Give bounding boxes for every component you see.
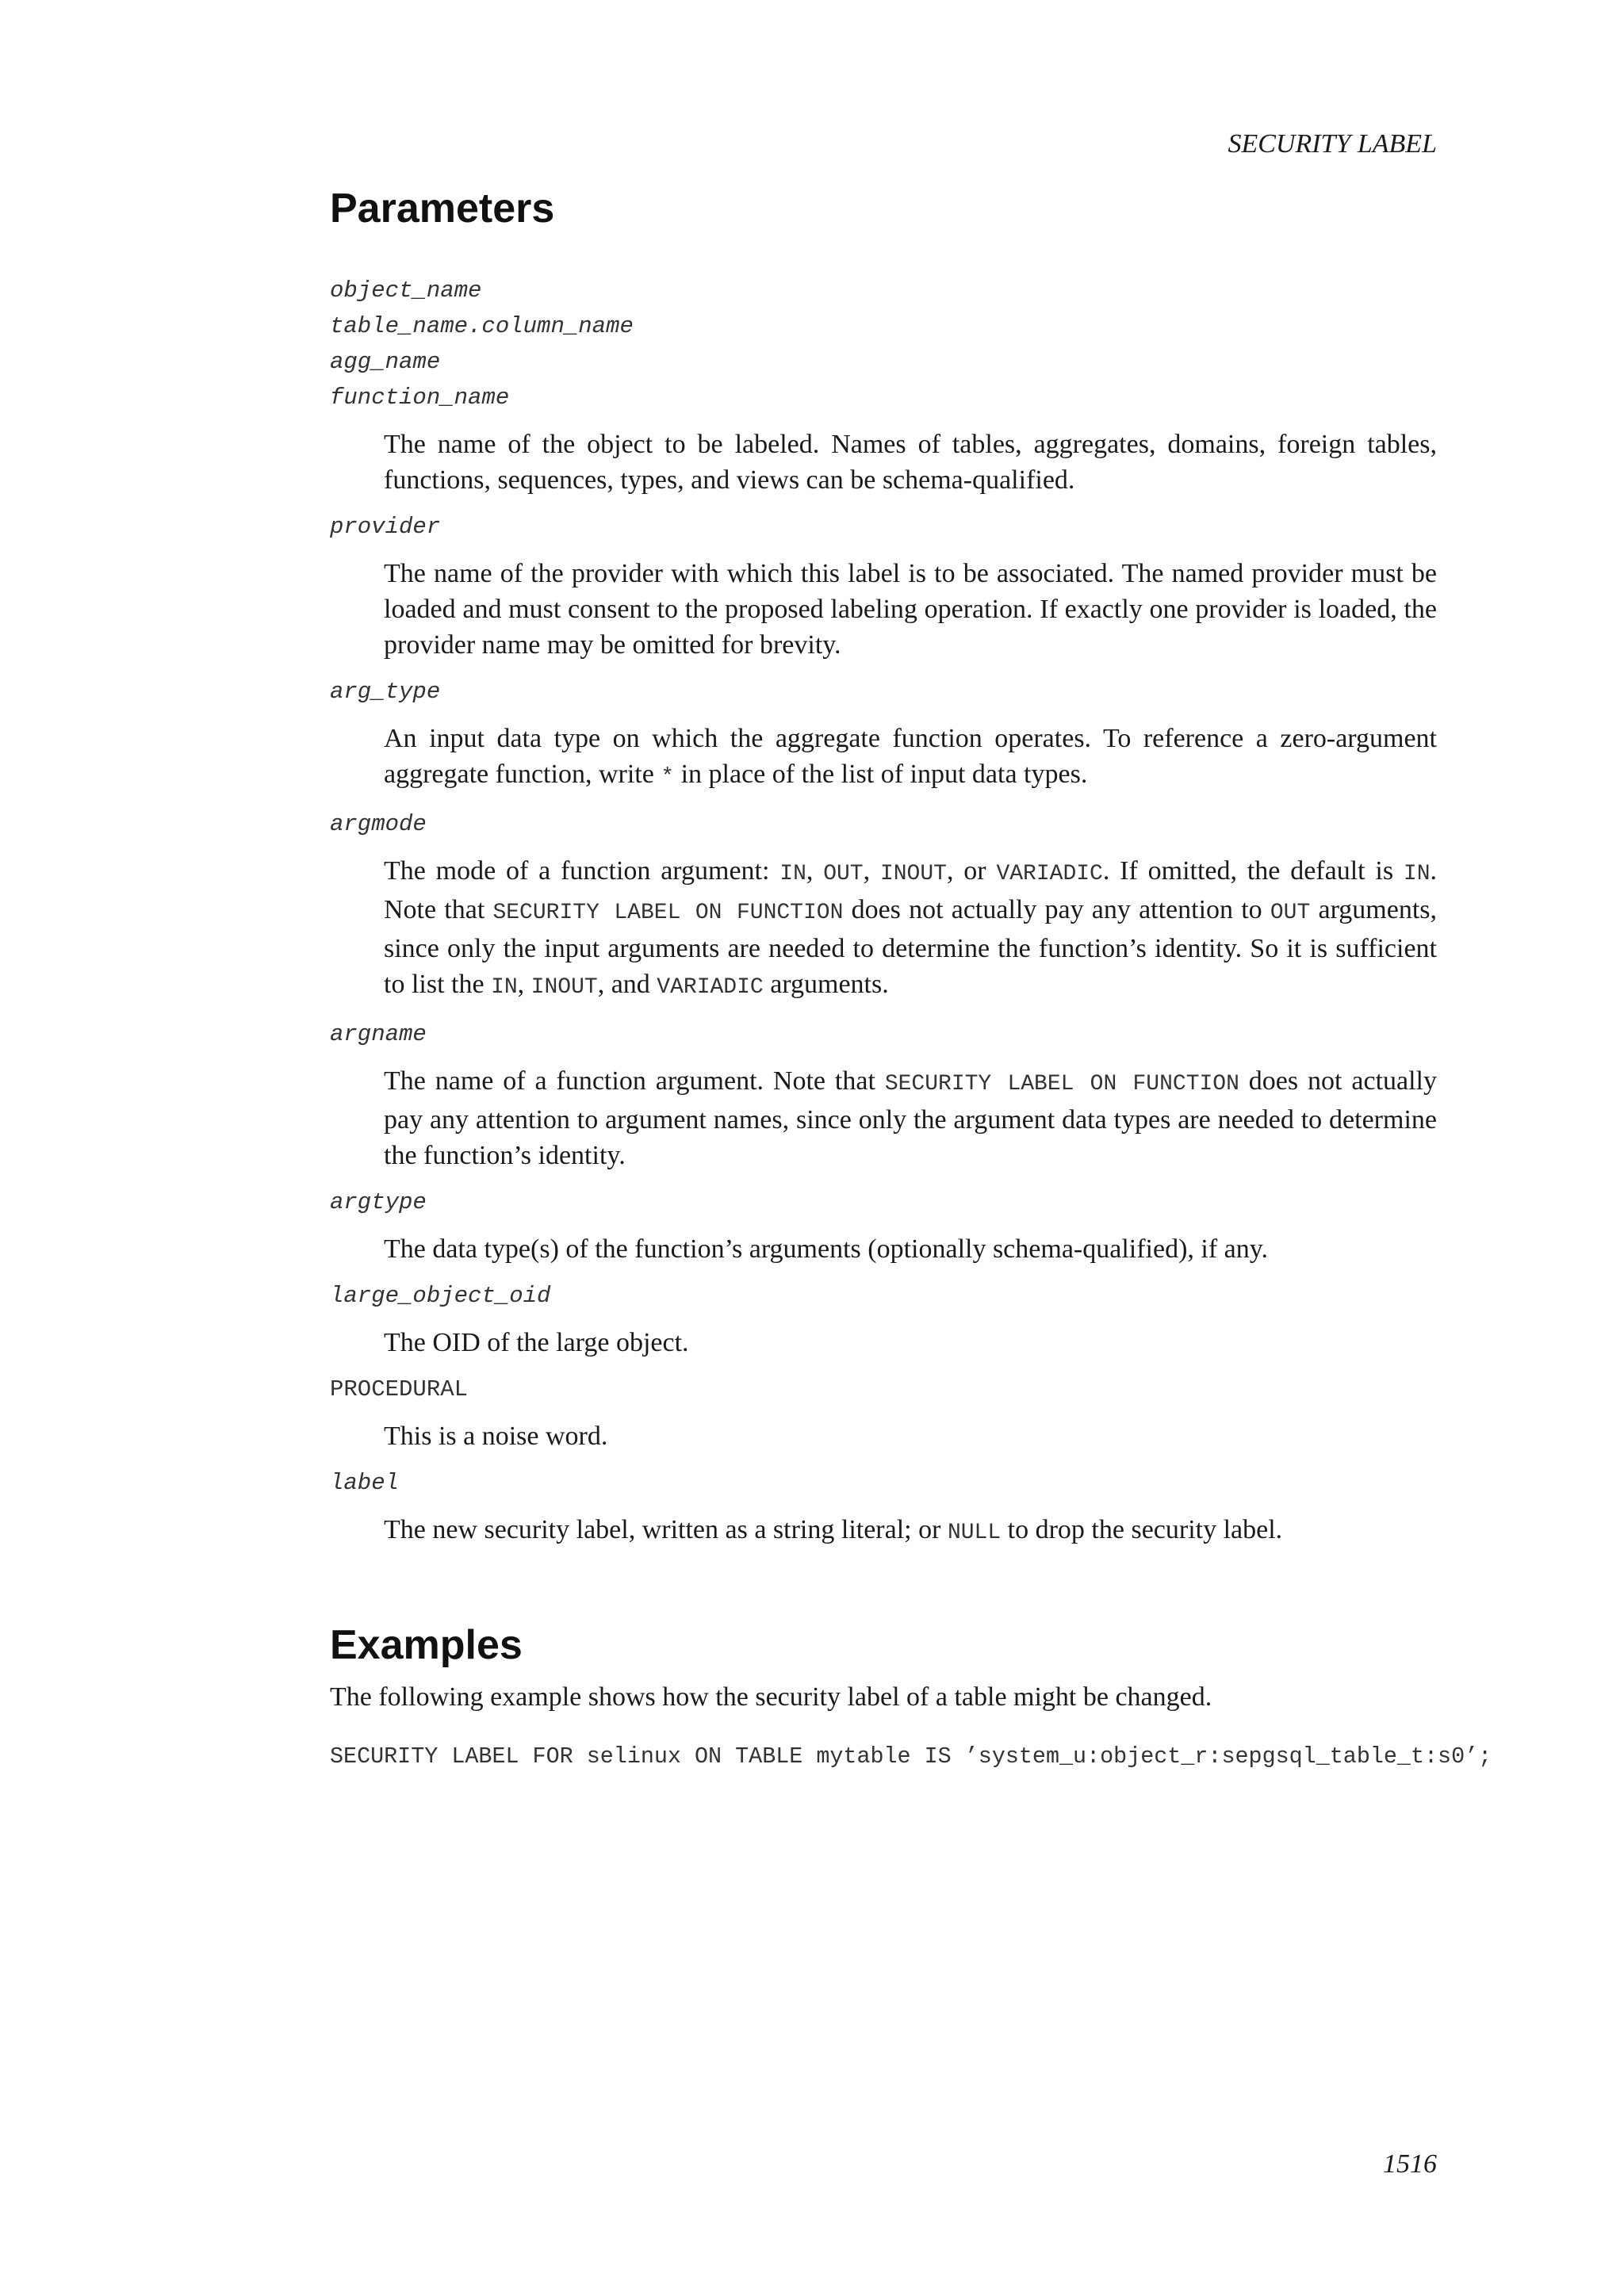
description-text: to drop the security label. [1001,1515,1283,1544]
inline-code: OUT [823,862,864,886]
description-text: . Note that [384,856,1438,924]
parameter-description: The data type(s) of the function’s arguments (optionally schema-qualified), if any. [384,1234,1269,1264]
parameters-heading: Parameters [330,186,555,232]
inline-code: INOUT [879,862,947,886]
inline-code: SECURITY LABEL ON FUNCTION [884,1072,1239,1096]
parameter-description: The name of the object to be labeled. Names of tables, aggregates, domains, foreign tables, functions, sequences, types, and views can be schema-qualified. [384,430,1437,495]
parameter-description: The name of the provider with which this label is to be associated. The named provider must be loaded and must consent to the proposed labeling operation. If exactly one provider is loaded, the provider name may be omitted for brevity. [384,559,1437,660]
parameter-description [384,1063,1437,1173]
description-text: , [863,856,880,886]
description-text: , [806,856,824,886]
description-text: The new security label, written as a string literal; or [384,1515,948,1544]
description-text: , [517,970,531,999]
description-text: The mode of a function argument: [384,856,780,886]
parameter-term: large_object_oid [330,1283,551,1309]
description-text: arguments, since only the input arguments are needed to determine the function’s identity. So it is sufficient to list the [384,895,1437,999]
parameters-list [330,273,1437,1551]
examples-heading: Examples [330,1622,523,1668]
inline-code: NULL [947,1521,1002,1545]
example-code-block: SECURITY LABEL FOR selinux ON TABLE mytable IS ’system_u:object_r:sepgsql_table_t:s0’; [330,1743,1492,1770]
parameter-term: arg_type [330,679,441,705]
running-header: SECURITY LABEL [1228,129,1437,159]
parameter-description [384,1512,1437,1551]
parameter-entry-label [330,1465,1437,1551]
parameter-term: argtype [330,1189,427,1215]
parameter-entry-argtype [330,1184,1437,1267]
parameter-entry-large-object-oid [330,1278,1437,1360]
description-text: The name of a function argument. Note that [384,1066,885,1096]
parameter-term: table_name.column_name [330,313,634,339]
inline-code: SECURITY LABEL ON FUNCTION [492,901,844,925]
parameter-description [384,721,1437,795]
inline-code: IN [779,862,806,886]
parameter-entry-provider [330,509,1437,663]
description-text: , and [597,970,657,999]
page-content [330,181,1492,1774]
parameter-term: label [330,1470,400,1496]
parameter-term: argmode [330,811,427,837]
parameter-description: The OID of the large object. [384,1328,689,1357]
parameter-term: object_name [330,277,482,304]
parameter-entry-arg-type [330,674,1437,795]
inline-code: VARIADIC [657,975,764,1000]
inline-code: IN [491,975,518,1000]
parameter-description: This is a noise word. [384,1422,608,1451]
parameter-term: argname [330,1021,427,1047]
page-number: 1516 [1383,2149,1437,2179]
parameter-term: PROCEDURAL [330,1376,469,1402]
inline-code: VARIADIC [996,862,1103,886]
inline-code: * [661,765,675,790]
examples-intro: The following example shows how the security label of a table might be changed. [330,1682,1212,1712]
parameter-entry-argname [330,1016,1437,1173]
parameter-term: provider [330,514,441,540]
description-text: does not actually pay any attention to argument names, since only the argument data types are needed to determine the function’s identity. [384,1066,1438,1170]
description-text: in place of the list of input data types. [674,760,1088,789]
description-text: An input data type on which the aggregate function operates. To reference a zero-argument aggregate function, write [384,724,1437,789]
description-text: does not actually pay any attention to [843,895,1270,924]
parameter-entry-argmode [330,806,1437,1005]
description-text: . If omitted, the default is [1102,856,1404,886]
parameter-description [384,853,1437,1005]
description-text: , or [946,856,997,886]
inline-code: INOUT [530,975,598,1000]
inline-code: OUT [1270,901,1311,925]
parameter-term: agg_name [330,349,441,375]
description-text: arguments. [763,970,889,999]
parameter-term: function_name [330,385,510,411]
examples-section [330,1617,1492,1774]
parameter-entry-procedural [330,1372,1437,1454]
inline-code: IN [1403,862,1431,886]
parameter-entry-object-name [330,273,1437,498]
